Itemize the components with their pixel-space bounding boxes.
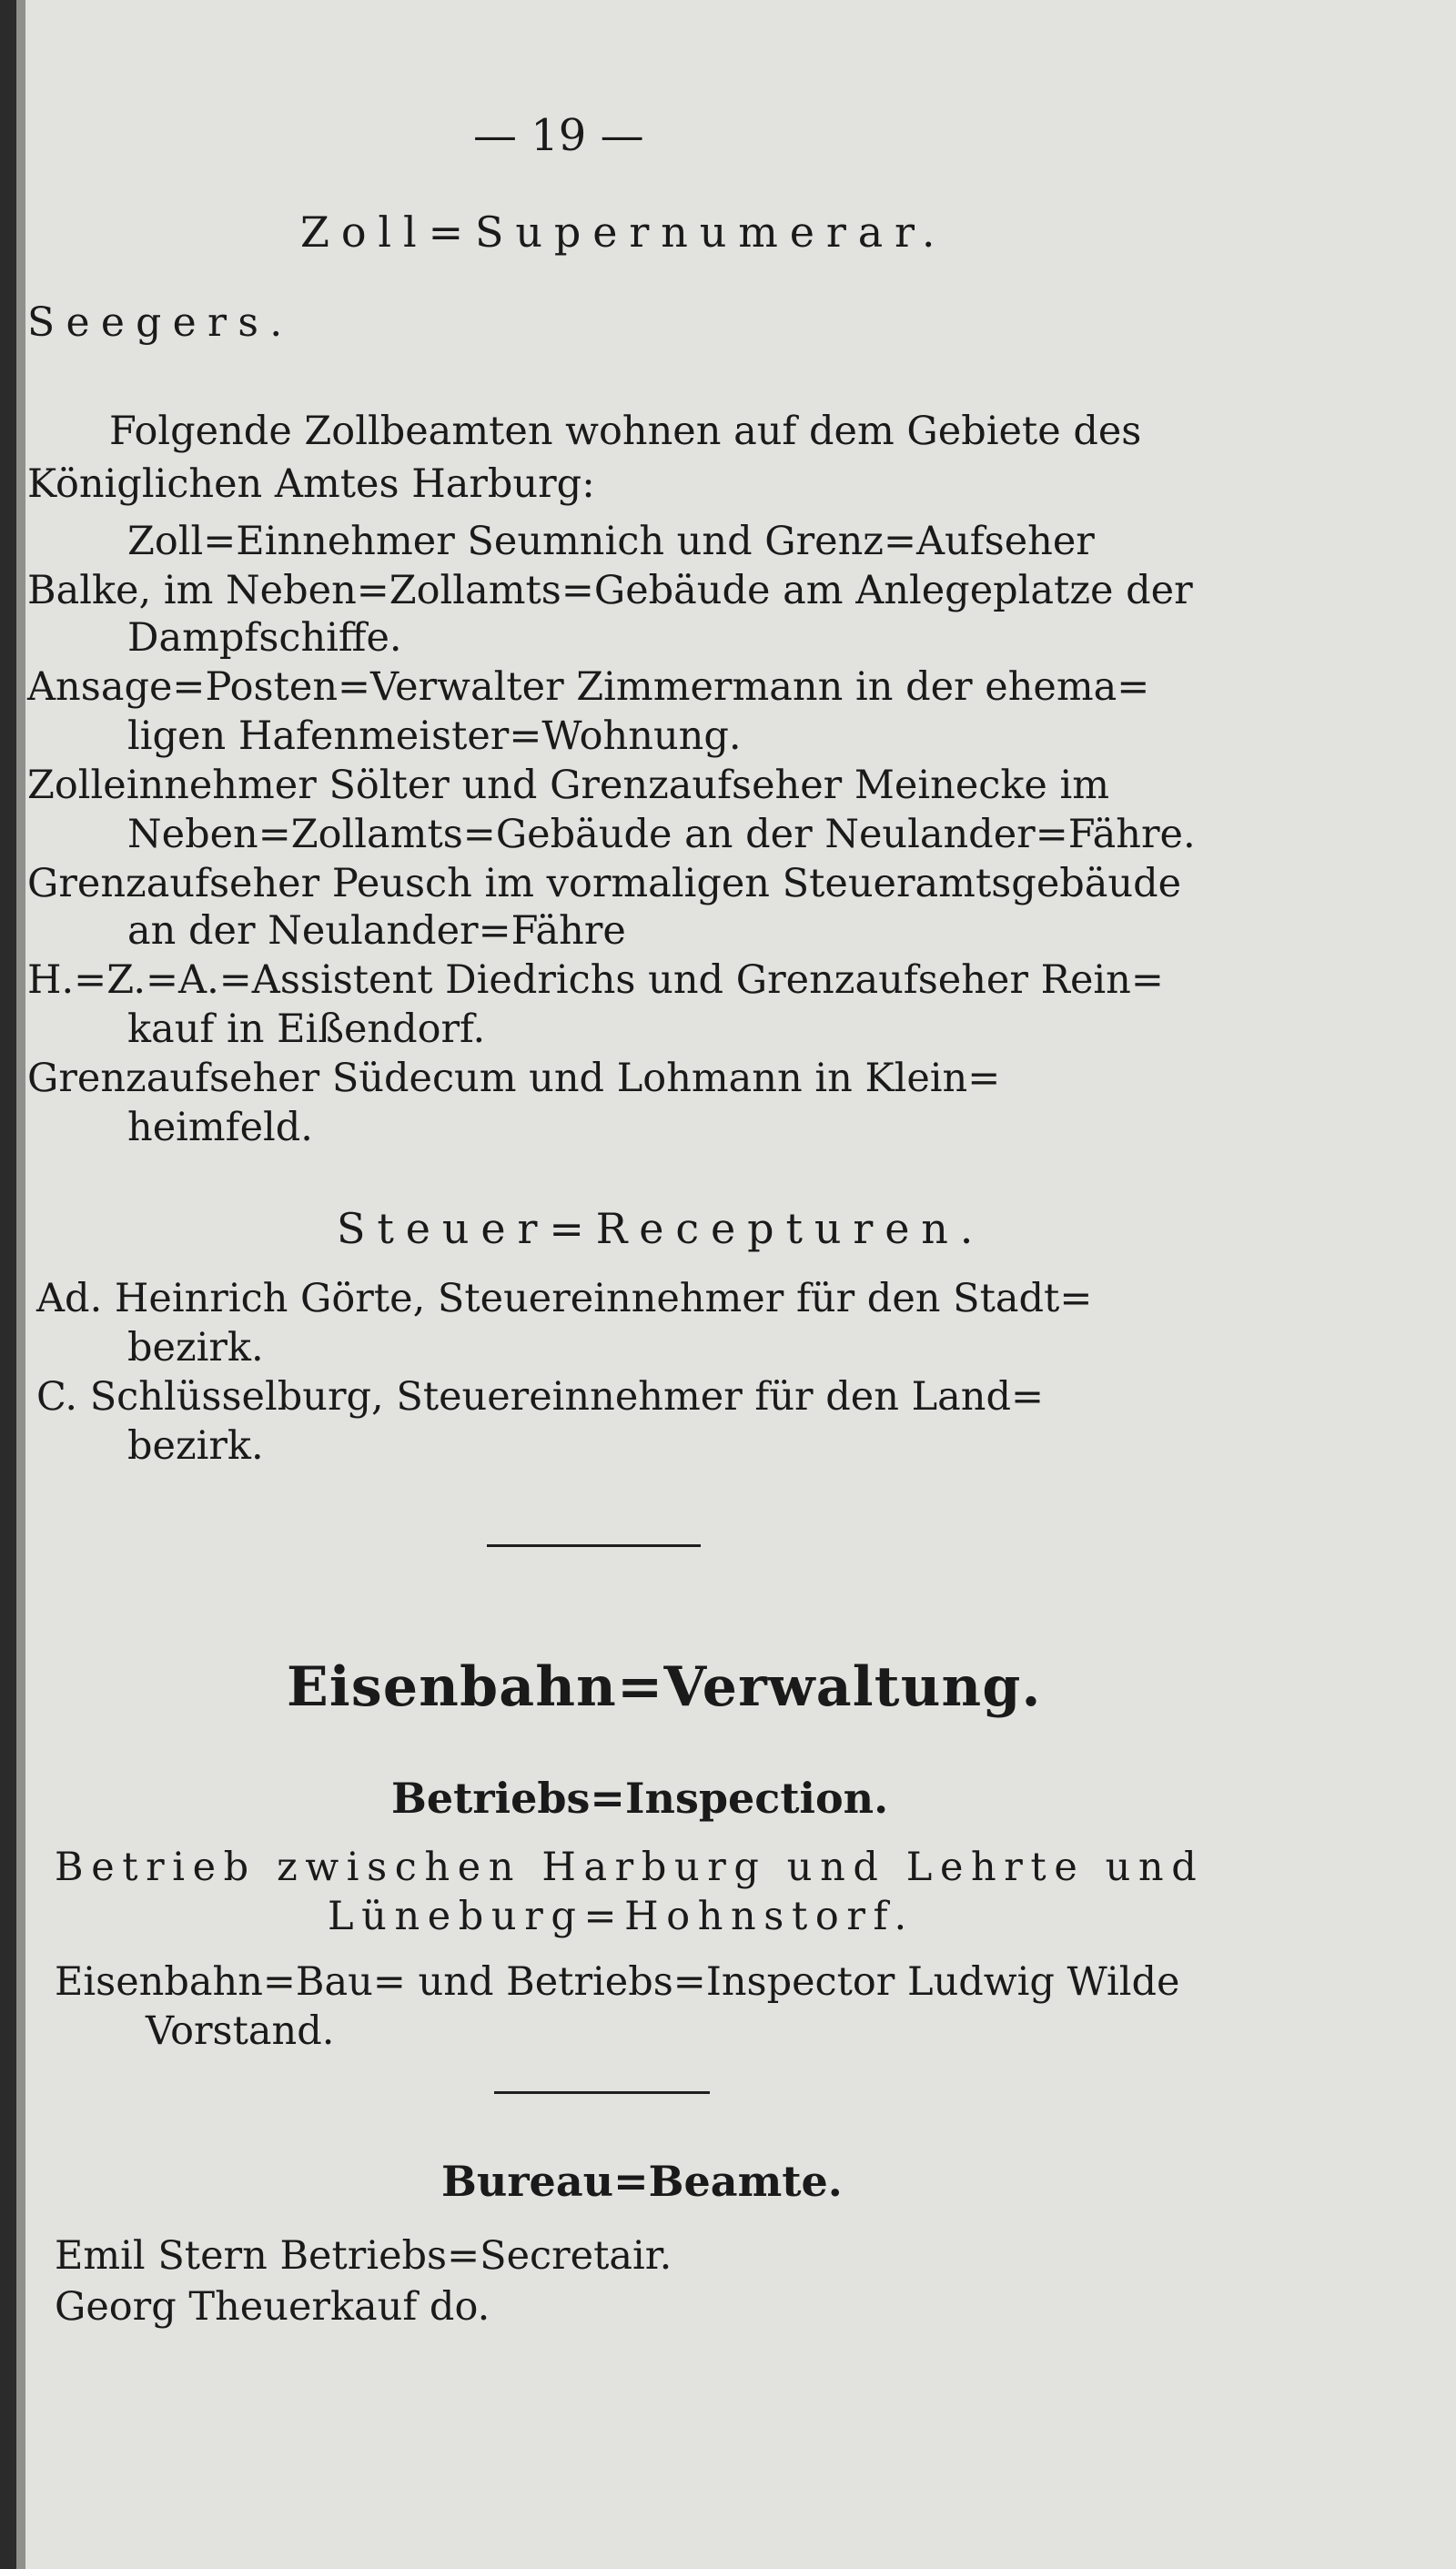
section-heading-zoll-supernumerar: Zoll=Supernumerar. xyxy=(300,207,947,257)
page-number: — 19 — xyxy=(473,110,644,161)
supernumerar-name: Seegers. xyxy=(27,299,294,346)
entry-2-line-1: Ansage=Posten=Verwalter Zimmermann in der ehema= xyxy=(27,664,1150,710)
page-binding-edge xyxy=(0,0,16,2569)
entry-3-line-2: Neben=Zollamts=Gebäude an der Neulander=Fähre. xyxy=(127,812,1196,857)
entry-5-line-1: H.=Z.=A.=Assistent Diedrichs und Grenzaufseher Rein= xyxy=(27,957,1164,1003)
inspector-line-1: Eisenbahn=Bau= und Betriebs=Inspector Ludwig Wilde xyxy=(55,1959,1180,2005)
intro-line-2: Königlichen Amtes Harburg: xyxy=(27,461,595,507)
section-heading-steuer-recepturen: Steuer=Recepturen. xyxy=(337,1204,986,1253)
entry-1-line-1: Zoll=Einnehmer Seumnich und Grenz=Aufseher xyxy=(127,519,1095,564)
section-heading-bureau-beamte: Bureau=Beamte. xyxy=(441,2157,843,2206)
section-heading-eisenbahn-verwaltung: Eisenbahn=Verwaltung. xyxy=(287,1655,1042,1719)
entry-2-line-2: ligen Hafenmeister=Wohnung. xyxy=(127,713,742,759)
intro-line-1: Folgende Zollbeamten wohnen auf dem Gebiete des xyxy=(109,409,1142,454)
entry-1-line-2: Balke, im Neben=Zollamts=Gebäude am Anlegeplatze der xyxy=(27,568,1193,613)
recepture-1-line-1: Ad. Heinrich Görte, Steuereinnehmer für den Stadt= xyxy=(36,1276,1093,1321)
inspector-line-2: Vorstand. xyxy=(146,2008,335,2054)
page-binding-shadow xyxy=(16,0,25,2569)
entry-5-line-2: kauf in Eißendorf. xyxy=(127,1006,486,1052)
entry-1-line-3: Dampfschiffe. xyxy=(127,615,402,661)
entry-6-line-1: Grenzaufseher Südecum und Lohmann in Klein= xyxy=(27,1056,1001,1101)
section-divider-1 xyxy=(487,1544,701,1547)
entry-4-line-2: an der Neulander=Fähre xyxy=(127,908,626,954)
recepture-2-line-2: bezirk. xyxy=(127,1423,264,1469)
recepture-1-line-2: bezirk. xyxy=(127,1325,264,1370)
recepture-2-line-1: C. Schlüsselburg, Steuereinnehmer für den Land= xyxy=(36,1374,1045,1420)
section-divider-2 xyxy=(494,2091,710,2094)
bureau-line-1: Emil Stern Betriebs=Secretair. xyxy=(55,2233,672,2279)
route-line-1: Betrieb zwischen Harburg und Lehrte und xyxy=(55,1845,1205,1890)
entry-6-line-2: heimfeld. xyxy=(127,1105,313,1150)
bureau-line-2: Georg Theuerkauf do. xyxy=(55,2284,490,2330)
route-line-2: Lüneburg=Hohnstorf. xyxy=(328,1894,915,1939)
subheading-betriebs-inspection: Betriebs=Inspection. xyxy=(391,1774,889,1823)
entry-3-line-1: Zolleinnehmer Sölter und Grenzaufseher Meinecke im xyxy=(27,763,1110,808)
entry-4-line-1: Grenzaufseher Peusch im vormaligen Steueramtsgebäude xyxy=(27,861,1182,906)
